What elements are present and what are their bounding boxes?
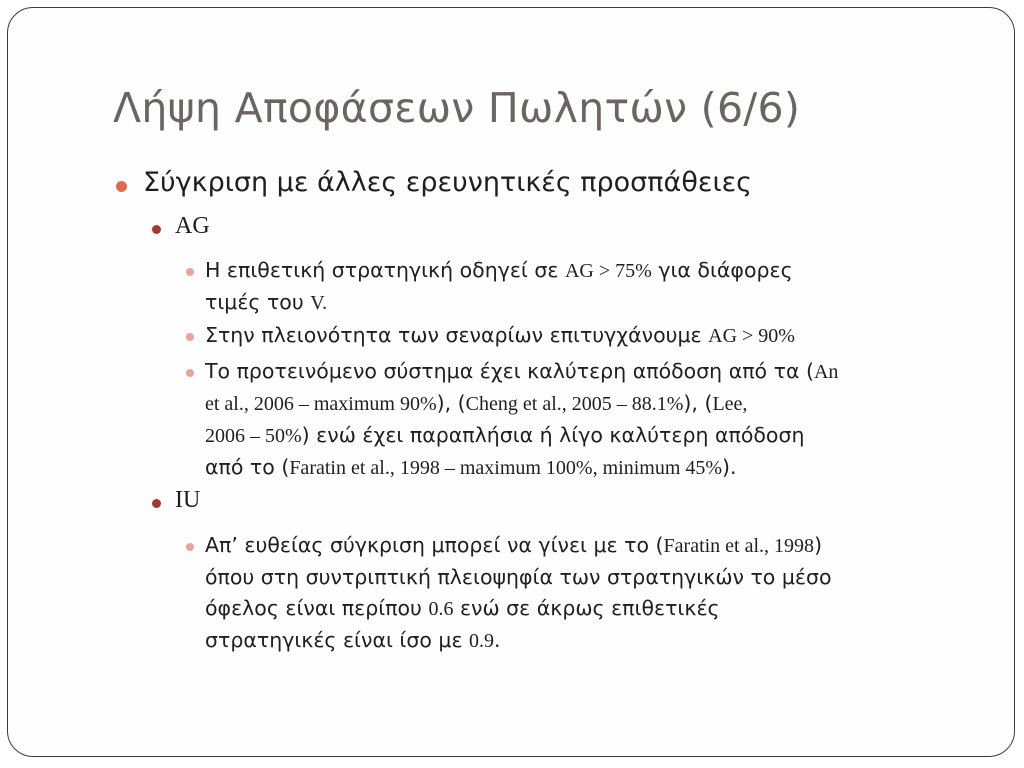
text-run: AG > 90% bbox=[708, 325, 795, 347]
iu-item-line-1 bbox=[205, 530, 832, 562]
text-run: ), ( bbox=[683, 391, 713, 415]
ag-item-3-line-4 bbox=[205, 452, 838, 484]
ag-item-3-line-3 bbox=[205, 420, 838, 452]
text-run: στρατηγικές είναι ίσο με bbox=[205, 628, 470, 652]
text-run: 0.9 bbox=[469, 630, 495, 652]
ag-item-3-line-1 bbox=[205, 356, 838, 388]
text-run: τιμές του bbox=[205, 290, 311, 314]
text-run: Η επιθετική στρατηγική οδηγεί σε bbox=[205, 258, 565, 282]
text-run: Στην πλειονότητα των σεναρίων επιτυγχάνουμε bbox=[205, 323, 709, 347]
text-run: AG > 75% bbox=[564, 260, 652, 282]
bullet-icon bbox=[186, 268, 194, 276]
bullet-icon bbox=[152, 499, 161, 508]
text-run: ) bbox=[814, 533, 823, 557]
iu-item bbox=[205, 530, 832, 657]
bullet-icon bbox=[186, 543, 194, 551]
slide-title: Λήψη Αποφάσεων Πωλητών (6/6) bbox=[113, 84, 801, 132]
iu-item-line-3 bbox=[205, 593, 832, 625]
text-run: όφελος είναι περίπου bbox=[205, 596, 429, 620]
text-run: από το ( bbox=[205, 455, 290, 479]
text-run: Faratin et al., 1998 bbox=[663, 535, 815, 557]
ag-item-1-line-2 bbox=[205, 287, 793, 319]
text-run: Cheng et al., 2005 – 88.1% bbox=[465, 393, 684, 415]
text-run: ενώ σε άκρως επιθετικές bbox=[453, 596, 720, 620]
text-run: et al., 2006 – maximum 90% bbox=[205, 393, 437, 415]
text-run: ). bbox=[722, 455, 737, 479]
text-run: 2006 – 50% bbox=[205, 425, 302, 447]
text-run: V. bbox=[310, 292, 328, 314]
ag-item-1 bbox=[205, 255, 793, 319]
text-run: Faratin et al., 1998 – maximum 100%, minimum 45% bbox=[289, 457, 723, 479]
ag-item-3-line-2 bbox=[205, 388, 838, 420]
iu-item-line-4 bbox=[205, 625, 832, 657]
text-run: για διάφορες bbox=[651, 258, 793, 282]
text-run: An bbox=[813, 361, 839, 383]
ag-item-3 bbox=[205, 356, 838, 484]
ag-item-2-line-1 bbox=[205, 320, 795, 352]
text-run: Lee, bbox=[712, 393, 748, 415]
iu-item-line-2: όπου στη συντριπτική πλειοψηφία των στρατηγικών το μέσο bbox=[205, 565, 832, 589]
bullet-icon bbox=[152, 225, 161, 234]
bullet-icon bbox=[186, 369, 194, 377]
text-run: Απ’ ευθείας σύγκριση μπορεί να γίνει με το ( bbox=[205, 533, 664, 557]
ag-heading: AG bbox=[175, 213, 210, 239]
bullet-icon bbox=[116, 181, 127, 192]
iu-heading: IU bbox=[175, 487, 201, 513]
text-run: ), ( bbox=[436, 391, 466, 415]
bullet-icon bbox=[186, 333, 194, 341]
level1-heading: Σύγκριση με άλλες ερευνητικές προσπάθειες bbox=[143, 167, 753, 198]
text-run: ) ενώ έχει παραπλήσια ή λίγο καλύτερη απόδοση bbox=[301, 423, 805, 447]
ag-item-1-line-1 bbox=[205, 255, 793, 287]
text-run: . bbox=[494, 628, 501, 652]
text-run: 0.6 bbox=[428, 598, 454, 620]
text-run: Το προτεινόμενο σύστημα έχει καλύτερη απόδοση από τα ( bbox=[205, 359, 814, 383]
ag-item-2 bbox=[205, 320, 795, 352]
